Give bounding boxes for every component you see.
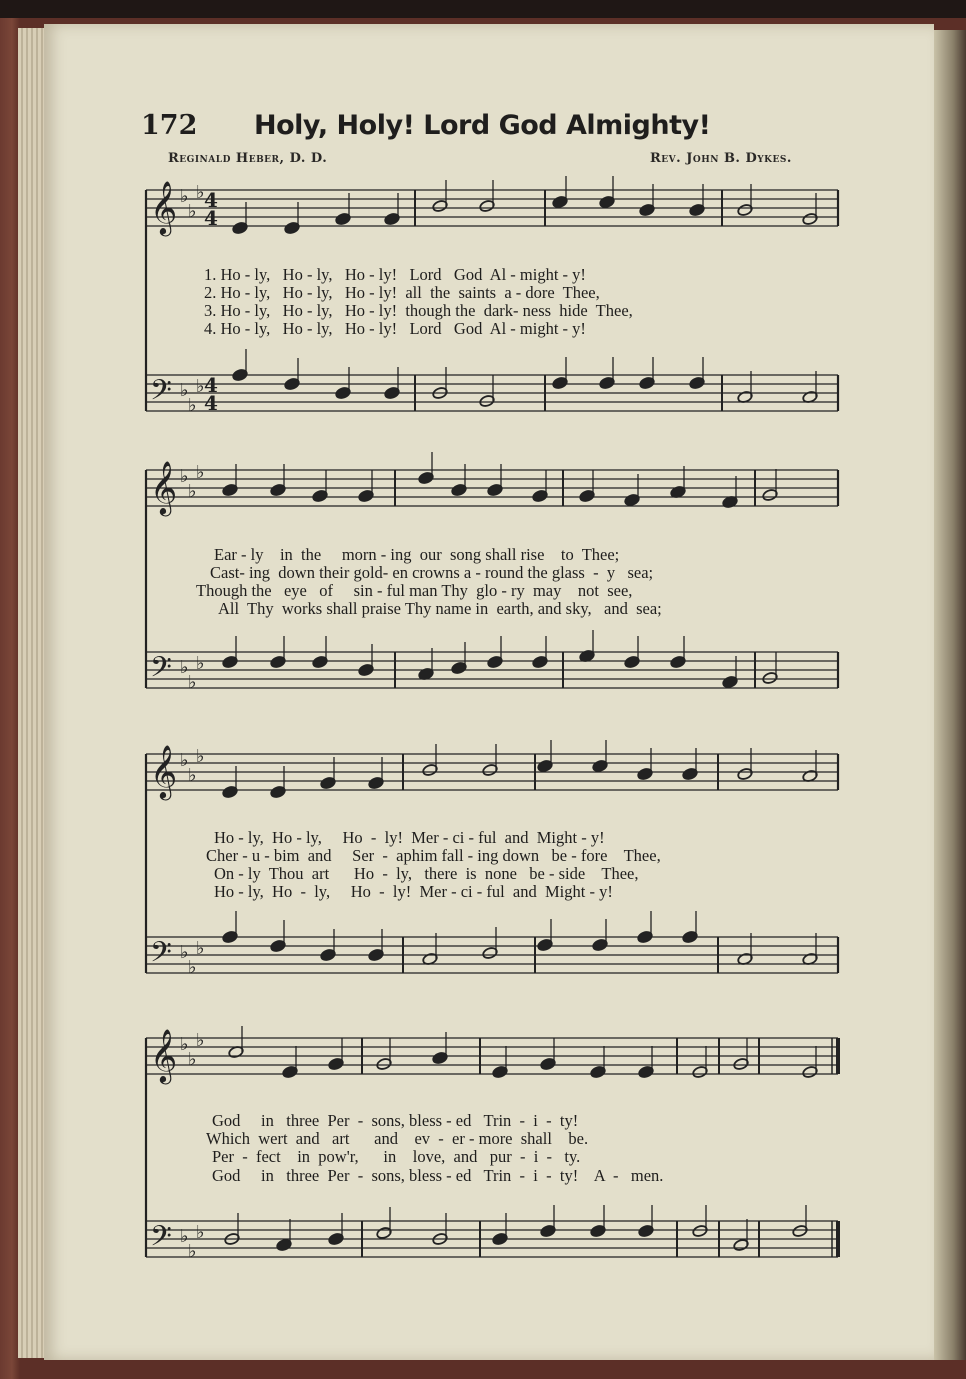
flat-sign: ♭: [196, 1222, 205, 1243]
lyric-line-s3-v4: Ho - ly, Ho - ly, Ho - ly! Mer - ci - ful and Might - y!: [214, 882, 613, 901]
flat-sign: ♭: [196, 653, 205, 674]
lyric-line-s1-v3: 3. Ho - ly, Ho - ly, Ho - ly! though the dark- ness hide Thee,: [204, 301, 633, 320]
treble-clef: 𝄞: [150, 180, 178, 234]
flat-sign: ♭: [188, 1241, 197, 1262]
time-signature-top: 4: [204, 188, 218, 212]
lyric-line-s4-v4: God in three Per - sons, bless - ed Trin - i - ty! A - men.: [212, 1166, 664, 1185]
lyric-line-s3-v1: Ho - ly, Ho - ly, Ho - ly! Mer - ci - ful and Might - y!: [214, 828, 605, 847]
flat-sign: ♭: [188, 672, 197, 693]
lyric-line-s1-v2: 2. Ho - ly, Ho - ly, Ho - ly! all the saints a - dore Thee,: [204, 283, 600, 302]
flat-sign: ♭: [188, 957, 197, 978]
treble-clef: 𝄞: [150, 744, 178, 798]
flat-sign: ♭: [188, 481, 197, 502]
lyric-line-s1-v4: 4. Ho - ly, Ho - ly, Ho - ly! Lord God Al - might - y!: [204, 319, 586, 338]
composer-credit: Rev. John B. Dykes.: [650, 151, 792, 166]
lyricist-credit: Reginald Heber, D. D.: [168, 151, 328, 166]
flat-sign: ♭: [196, 182, 205, 203]
treble-clef: 𝄞: [150, 460, 178, 514]
flat-sign: ♭: [180, 186, 189, 207]
lyric-line-s2-v2: Cast- ing down their gold- en crowns a - round the glass - y sea;: [210, 563, 654, 582]
lyric-line-s4-v3: Per - fect in pow'r, in love, and pur - i - ty.: [212, 1147, 581, 1166]
flat-sign: ♭: [180, 380, 189, 401]
lyric-line-s2-v3: Though the eye of sin - ful man Thy glo - ry may not see,: [196, 581, 633, 600]
lyric-line-s4-v2: Which wert and art and ev - er - more shall be.: [206, 1129, 589, 1148]
time-signature-bottom: 4: [204, 391, 218, 415]
flat-sign: ♭: [180, 750, 189, 771]
flat-sign: ♭: [196, 1030, 205, 1051]
bass-clef: 𝄢: [150, 651, 172, 691]
flat-sign: ♭: [196, 376, 205, 397]
hymn-number: 172: [141, 110, 198, 141]
time-signature-top: 4: [204, 373, 218, 397]
flat-sign: ♭: [180, 657, 189, 678]
flat-sign: ♭: [188, 1049, 197, 1070]
flat-sign: ♭: [196, 938, 205, 959]
flat-sign: ♭: [188, 765, 197, 786]
flat-sign: ♭: [196, 462, 205, 483]
lyric-line-s2-v4: All Thy works shall praise Thy name in earth, and sky, and sea;: [218, 599, 662, 618]
flat-sign: ♭: [180, 1226, 189, 1247]
bass-clef: 𝄢: [150, 936, 172, 976]
flat-sign: ♭: [196, 746, 205, 767]
lyric-line-s2-v1: Ear - ly in the morn - ing our song shall rise to Thee;: [214, 545, 620, 564]
flat-sign: ♭: [180, 466, 189, 487]
hymn-title: Holy, Holy! Lord God Almighty!: [254, 110, 711, 141]
flat-sign: ♭: [188, 201, 197, 222]
flat-sign: ♭: [180, 1034, 189, 1055]
flat-sign: ♭: [188, 395, 197, 416]
lyric-line-s4-v1: God in three Per - sons, bless - ed Trin - i - ty!: [212, 1111, 579, 1130]
lyric-line-s3-v2: Cher - u - bim and Ser - aphim fall - ing down be - fore Thee,: [206, 846, 661, 865]
treble-clef: 𝄞: [150, 1028, 178, 1082]
flat-sign: ♭: [180, 942, 189, 963]
bass-clef: 𝄢: [150, 1220, 172, 1260]
bass-clef: 𝄢: [150, 374, 172, 414]
lyric-line-s1-v1: 1. Ho - ly, Ho - ly, Ho - ly! Lord God Al - might - y!: [204, 265, 586, 284]
lyric-line-s3-v3: On - ly Thou art Ho - ly, there is none be - side Thee,: [214, 864, 639, 883]
time-signature-bottom: 4: [204, 206, 218, 230]
